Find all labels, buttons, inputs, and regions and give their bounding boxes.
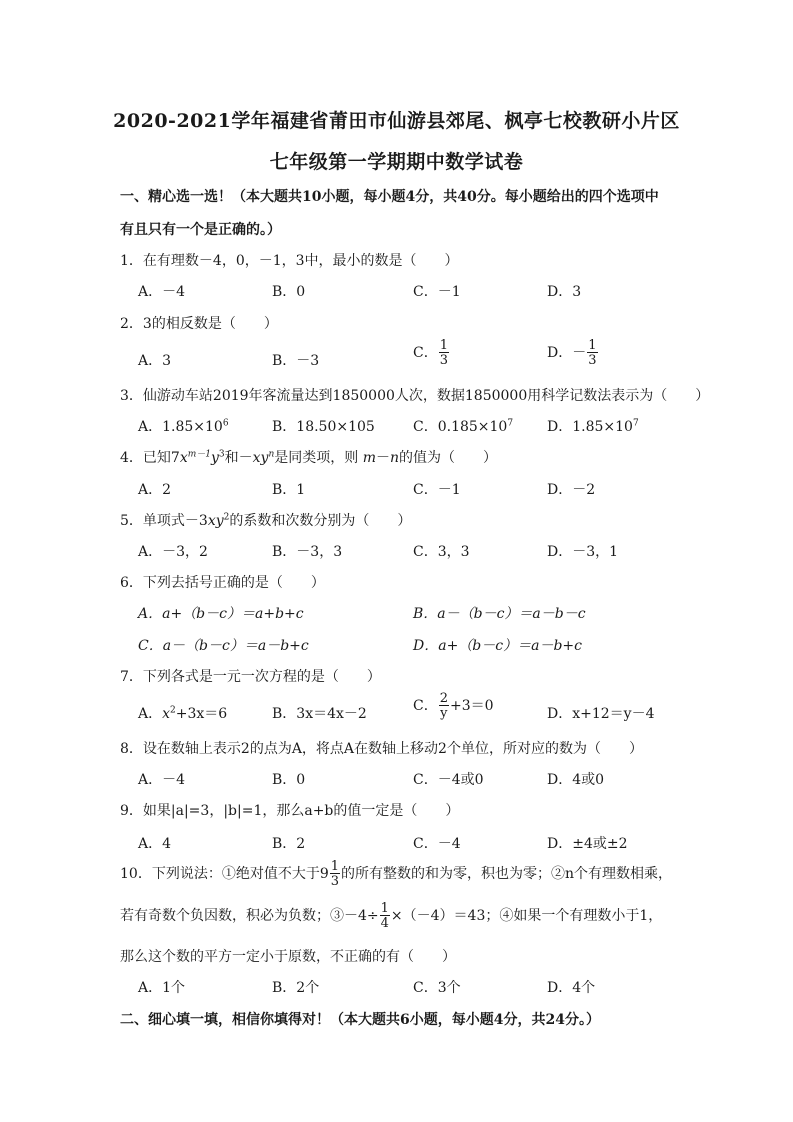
q8-option-b: B．0: [272, 772, 306, 788]
q5-option-d: D．－3，1: [547, 544, 619, 560]
fraction: [439, 692, 449, 720]
q3-c-base: C．0.185×10: [413, 419, 508, 435]
exam-title-line2: 七年级第一学期期中数学试卷: [269, 151, 524, 173]
text: 的所有整数的和为零，积也为零；②n个有理数相乘，: [341, 866, 673, 882]
text: －: [376, 450, 390, 466]
section2-heading: 二、细心填一填，相信你填得对！（本大题共6小题，每小题4分，共24分。）: [120, 1012, 600, 1028]
q4-option-c: C．－1: [413, 482, 461, 498]
text: 和－: [224, 450, 253, 466]
q9-option-a: A．4: [138, 836, 172, 852]
q2-option-d: [547, 339, 599, 367]
label: A．: [138, 706, 163, 722]
question-4-stem: [120, 447, 497, 467]
section1-heading: 一、精心选一选！（本大题共10小题，每小题4分，共40分。每小题给出的四个选项中: [120, 189, 659, 205]
q7-option-a: [138, 703, 227, 723]
exam-title-line1: 2020-2021学年福建省莆田市仙游县郊尾、枫亭七校教研小片区: [113, 110, 680, 132]
text: 5．单项式－3: [120, 513, 208, 529]
denominator: 3: [439, 353, 448, 368]
exponent: 3: [218, 449, 225, 460]
q9-option-d: D．±4或±2: [547, 836, 628, 852]
question-8-stem: 8．设在数轴上表示2的点为A，将点A在数轴上移动2个单位，所对应的数为（ ）: [120, 741, 643, 757]
q9-option-c: C．－4: [413, 836, 461, 852]
q5-option-c: C．3，3: [413, 544, 470, 560]
denominator: 3: [330, 874, 340, 889]
q5-option-a: A．－3，2: [138, 544, 208, 560]
question-10-stem-line1: [120, 860, 672, 888]
q2-option-c: [413, 339, 450, 367]
numerator: 1: [439, 338, 448, 353]
var: xy: [252, 450, 269, 466]
q10-option-a: A．1个: [138, 980, 186, 996]
numerator: 1: [330, 859, 340, 874]
numerator: 1: [380, 901, 389, 916]
exponent: 7: [632, 418, 639, 429]
q3-option-a: [138, 416, 229, 436]
label: C．: [413, 698, 438, 714]
q3-option-c: [413, 416, 513, 436]
q6-option-b: B．a－（b－c）＝a－b－c: [413, 606, 586, 622]
text: 若有奇数个负因数，积必为负数；③－4÷: [120, 908, 379, 924]
text: +3x＝6: [175, 706, 228, 722]
q1-option-c: C．－1: [413, 284, 461, 300]
question-1-stem: 1．在有理数－4，0，－1，3中，最小的数是（ ）: [120, 253, 459, 269]
q9-option-b: B．2: [272, 836, 306, 852]
exponent: 7: [507, 418, 514, 429]
text: 10．下列说法：①绝对值不大于9: [120, 866, 329, 882]
question-6-stem: 6．下列去括号正确的是（ ）: [120, 575, 325, 591]
numerator: 2: [439, 691, 448, 706]
fraction: [439, 339, 449, 367]
q3-a-base: A．1.85×10: [138, 419, 223, 435]
exponent: m－1: [187, 449, 211, 460]
q2-option-c-label: C．: [413, 345, 438, 361]
q6-option-d: D．a+（b－c）＝a－b+c: [413, 638, 582, 654]
question-3-stem: 3．仙游动车站2019年客流量达到1850000人次，数据1850000用科学记数法表示为（ ）: [120, 388, 710, 404]
var: m: [362, 450, 376, 466]
q10-option-c: C．3个: [413, 980, 461, 996]
q10-option-b: B．2个: [272, 980, 320, 996]
q10-option-d: D．4个: [547, 980, 596, 996]
question-10-stem-line3: 那么这个数的平方一定小于原数，不正确的有（ ）: [120, 949, 456, 965]
q5-option-b: B．－3，3: [272, 544, 343, 560]
q3-option-d: [547, 416, 639, 436]
q4-option-d: D．－2: [547, 482, 596, 498]
fraction: [587, 339, 597, 367]
var: x: [162, 706, 171, 722]
q8-option-d: D．4或0: [547, 772, 605, 788]
var: x: [179, 450, 188, 466]
question-7-stem: 7．下列各式是一元一次方程的是（ ）: [120, 669, 381, 685]
text: 是同类项，则: [274, 450, 359, 466]
var: y: [211, 450, 219, 466]
fraction: [330, 860, 340, 888]
q7-option-b: B．3x＝4x－2: [272, 706, 367, 722]
exponent: 2: [170, 705, 176, 716]
q4-option-b: B．1: [272, 482, 306, 498]
question-10-stem-line2: [120, 902, 662, 930]
q3-option-b: B．18.50×105: [272, 419, 375, 435]
q6-option-a: A．a+（b－c）＝a+b+c: [138, 606, 304, 622]
q4-option-a: A．2: [138, 482, 172, 498]
text: ×（－4）＝43；④如果一个有理数小于1，: [390, 908, 663, 924]
fraction: [380, 902, 390, 930]
q2-option-d-label: D．－: [547, 345, 587, 361]
var: n: [390, 450, 400, 466]
q3-d-base: D．1.85×10: [547, 419, 633, 435]
text: 4．已知7: [120, 450, 180, 466]
text: +3＝0: [450, 698, 494, 714]
section1-heading-cont: 有且只有一个是正确的。）: [120, 222, 281, 238]
text: 的系数和次数分别为（ ）: [229, 513, 412, 529]
question-5-stem: [120, 510, 411, 530]
q1-option-b: B．0: [272, 284, 306, 300]
denominator: 3: [588, 353, 597, 368]
q6-option-c: C．a－（b－c）＝a－b+c: [138, 638, 309, 654]
denominator: 4: [380, 916, 389, 931]
var: xy: [207, 513, 224, 529]
exponent: 6: [222, 418, 229, 429]
q8-option-c: C．－4或0: [413, 772, 484, 788]
q1-option-d: D．3: [547, 284, 582, 300]
q8-option-a: A．－4: [138, 772, 186, 788]
text: 的值为（ ）: [399, 450, 498, 466]
q7-option-c: [413, 692, 494, 720]
q7-option-d: D．x+12＝y－4: [547, 706, 655, 722]
exponent: 2: [223, 512, 230, 523]
denominator: y: [440, 706, 448, 721]
question-9-stem: 9．如果|a|=3，|b|=1，那么a+b的值一定是（ ）: [120, 803, 460, 819]
q2-option-a: A．3: [138, 353, 172, 369]
exponent: n: [268, 449, 275, 460]
numerator: 1: [588, 338, 597, 353]
question-2-stem: 2．3的相反数是（ ）: [120, 316, 278, 332]
q1-option-a: A．－4: [138, 284, 186, 300]
q2-option-b: B．－3: [272, 353, 320, 369]
